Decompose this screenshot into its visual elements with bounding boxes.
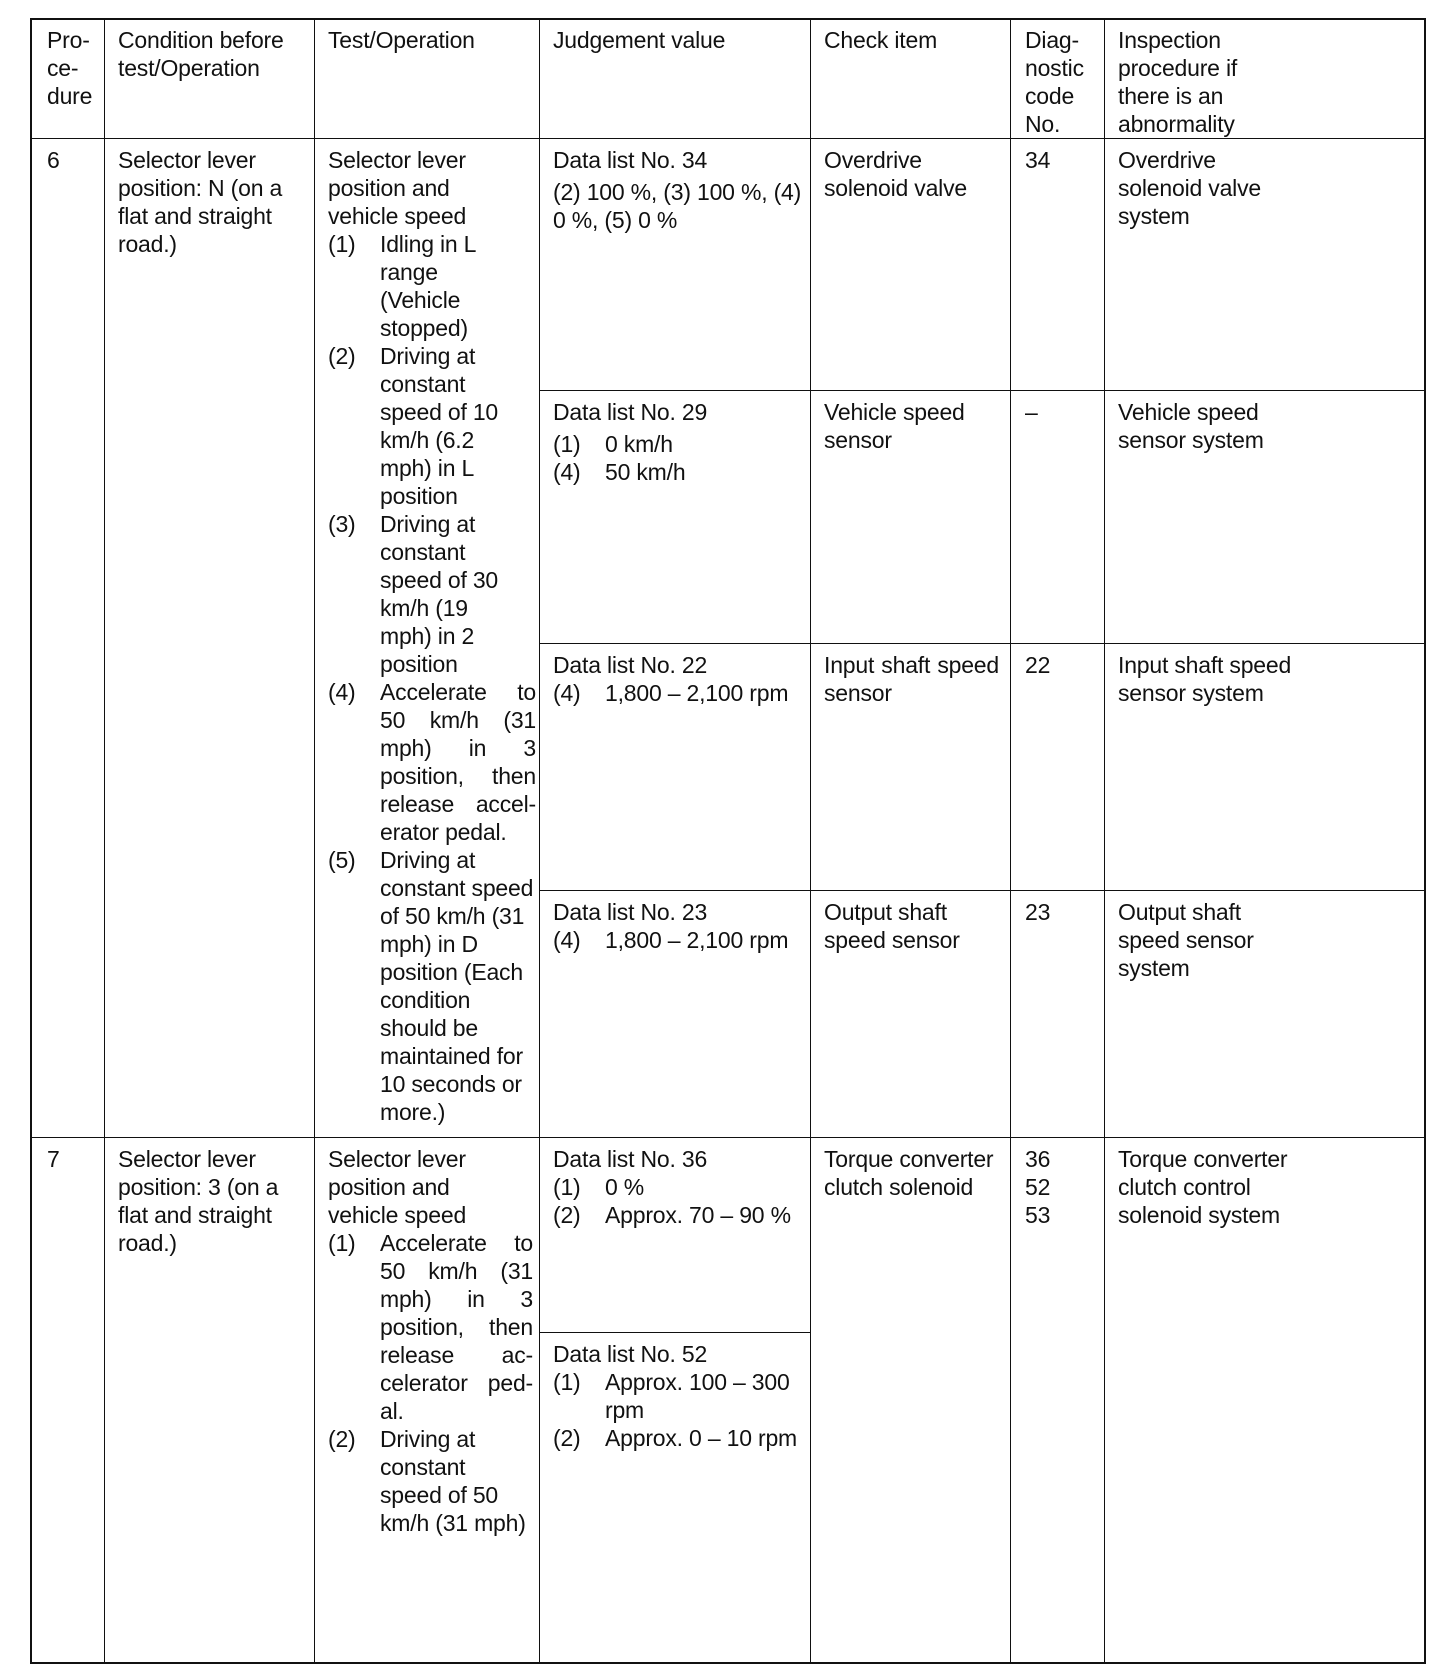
condition-text: Selector lever position: N (on a flat and straight road.) [118, 147, 283, 257]
col-divider [539, 20, 540, 1662]
test-intro: Selector lever position and vehicle speed [328, 1146, 467, 1228]
judgement-value: Data list No. 36 (1) 0 % (2) Approx. 70 – 90 % [553, 1146, 791, 1228]
test-step: (3) Driving at constant speed of 30 km/h (19 mph) in 2 position [328, 511, 499, 677]
test-step: (1) Accelerate to 50 km/h (31 mph) in 3 position, then release ac-celerator ped-al. [328, 1230, 533, 1424]
col-divider [1104, 20, 1105, 1662]
check-item: Vehicle speed sensor [824, 399, 965, 453]
check-item: Output shaft speed sensor [824, 899, 960, 953]
procedure-divider [32, 1137, 1424, 1138]
row-divider [539, 390, 1424, 391]
row-divider [539, 643, 1424, 644]
judgement-value: Data list No. 34 (2) 100 %, (3) 100 %, (4) 0 %, (5) 0 % [553, 147, 802, 233]
diagnostic-code: 53 [1025, 1202, 1051, 1228]
test-steps [328, 230, 536, 1126]
test-operation [328, 1145, 533, 1537]
diagnostic-code: 22 [1025, 652, 1051, 678]
procedure-number: 6 [47, 147, 60, 173]
inspection-procedure: Overdrive solenoid valve system [1118, 147, 1261, 229]
judgement-value: Data list No. 52 (1) Approx. 100 – 300 rpm (2) Approx. 0 – 10 rpm [553, 1341, 798, 1451]
check-item: Input shaft speed sensor [824, 652, 999, 706]
test-intro: Selector lever position and vehicle speed [328, 147, 467, 229]
header-check: Check item [824, 27, 938, 53]
diagnostic-code: – [1025, 399, 1038, 425]
col-divider [104, 20, 105, 1662]
check-item: Overdrive solenoid valve [824, 147, 967, 201]
header-divider [32, 138, 1424, 139]
test-step: (5) Driving at constant speed of 50 km/h (31 mph) in D position (Each condition should be maintained for 10 seconds or more.) [328, 847, 534, 1125]
judgement-value: Data list No. 22 (4) 1,800 – 2,100 rpm [553, 652, 789, 706]
diagnostic-code: 34 [1025, 147, 1051, 173]
diagnostic-code: 23 [1025, 899, 1051, 925]
inspection-procedure: Output shaft speed sensor system [1118, 899, 1254, 981]
header-code: Diag- nostic code No. [1025, 27, 1084, 137]
test-operation [328, 146, 536, 1126]
header-judgement: Judgement value [553, 27, 726, 53]
header-test: Test/Operation [328, 27, 475, 53]
col-divider [1010, 20, 1011, 1662]
condition-text: Selector lever position: 3 (on a flat and straight road.) [118, 1146, 279, 1256]
diagnostic-code: 52 [1025, 1174, 1051, 1200]
diagnostic-code-list [1025, 1145, 1050, 1229]
inspection-procedure: Torque converter clutch control solenoid system [1118, 1146, 1288, 1228]
diagnostic-code: 36 [1025, 1146, 1051, 1172]
judgement-value: Data list No. 23 (4) 1,800 – 2,100 rpm [553, 899, 789, 953]
test-steps [328, 1229, 533, 1537]
test-step: (1) Idling in L range (Vehicle stopped) [328, 231, 476, 341]
header-procedure: Pro- ce- dure [47, 27, 93, 109]
judgement-value: Data list No. 29 (1) 0 km/h (4) 50 km/h [553, 399, 708, 485]
header-inspection: Inspection procedure if there is an abnormality [1118, 27, 1238, 137]
row-divider [539, 890, 1424, 891]
col-divider [810, 20, 811, 1662]
inspection-table [30, 18, 1426, 1664]
test-step: (2) Driving at constant speed of 50 km/h (31 mph) [328, 1426, 526, 1536]
inspection-procedure: Vehicle speed sensor system [1118, 399, 1264, 453]
row-divider [539, 1332, 810, 1333]
inspection-procedure: Input shaft speed sensor system [1118, 652, 1292, 706]
col-divider [314, 20, 315, 1662]
header-condition: Condition before test/Operation [118, 27, 284, 81]
procedure-number: 7 [47, 1146, 60, 1172]
check-item: Torque converter clutch solenoid [824, 1146, 994, 1200]
test-step: (2) Driving at constant speed of 10 km/h (6.2 mph) in L position [328, 343, 499, 509]
test-step: (4) Accelerate to 50 km/h (31 mph) in 3 position, then release accel-erator pedal. [328, 679, 536, 845]
